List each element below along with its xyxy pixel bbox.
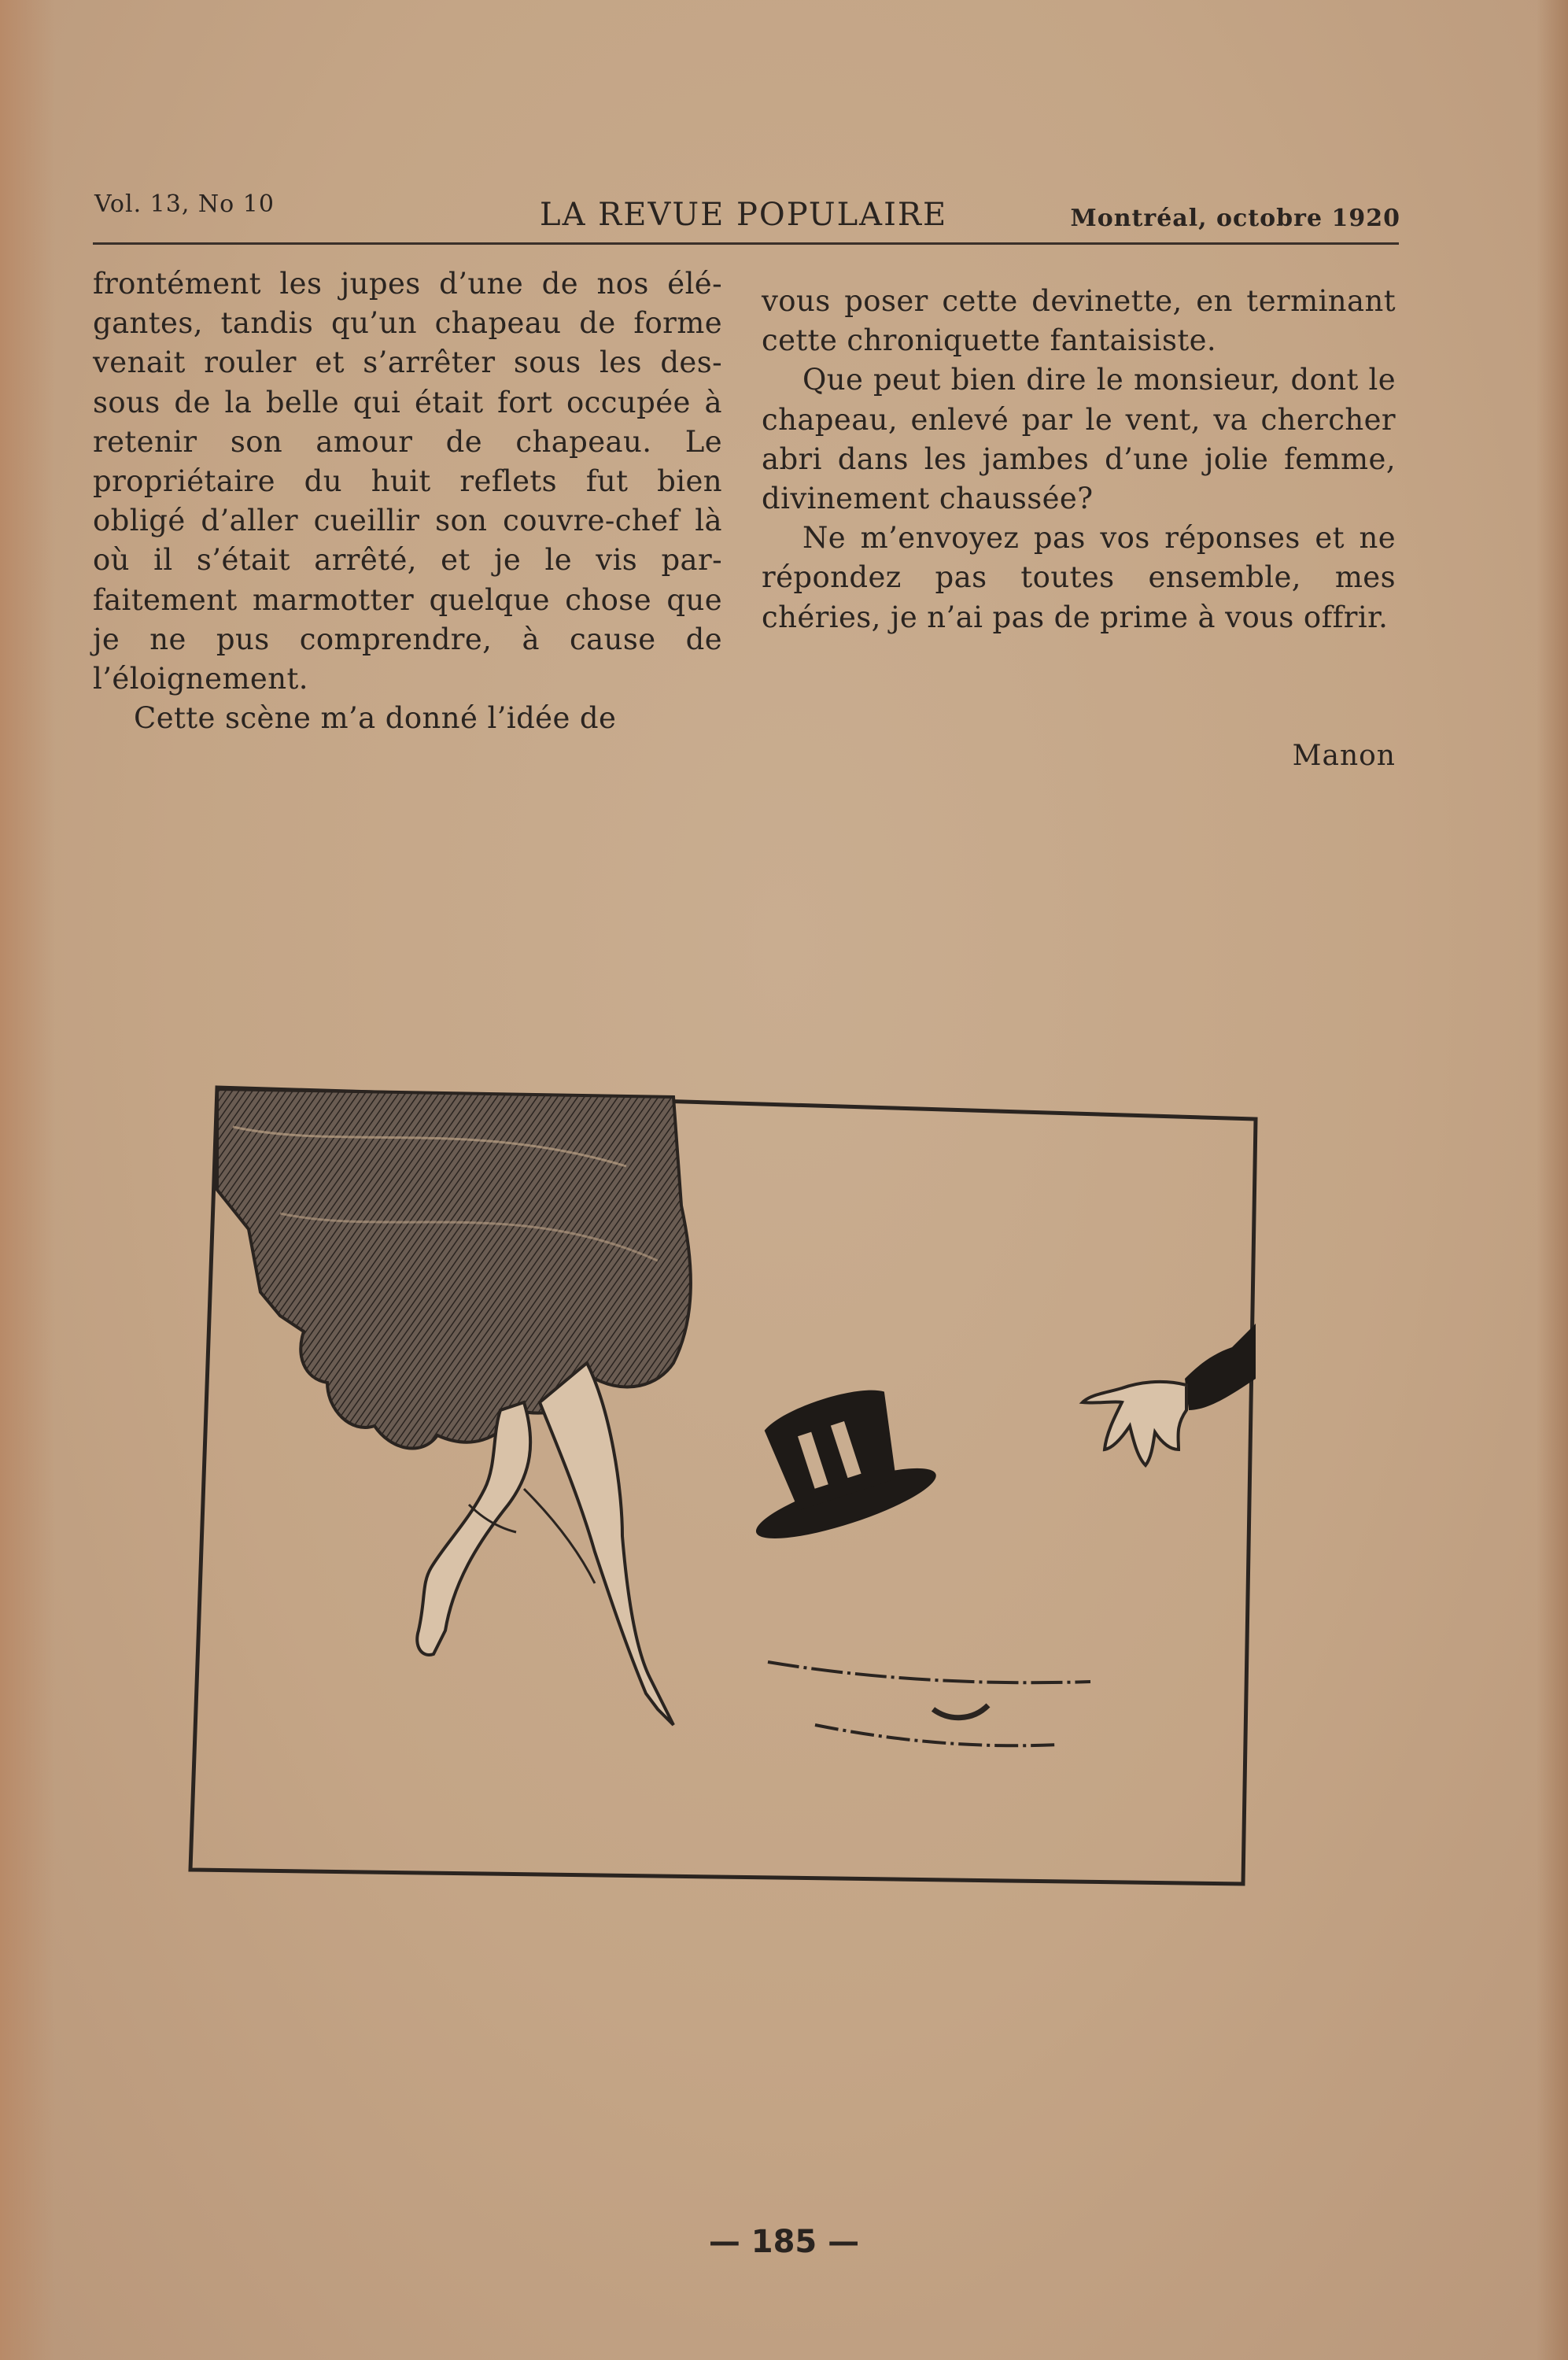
text-line: faitement marmotter quelque chose bbox=[93, 582, 651, 617]
text-line: frontément les jupes d’une de nos élé- bbox=[93, 267, 722, 301]
text-column-right bbox=[762, 282, 1396, 637]
paragraph: Que peut bien dire le monsieur, dont le chapeau, enlevé par le vent, va chercher abri dans les jambes d’une jolie femme, divinement chaussée? bbox=[762, 363, 1396, 516]
text-column-left bbox=[93, 264, 722, 738]
text-line: l’éloignement. bbox=[93, 662, 308, 696]
text-line: propriétaire du huit reflets fut bien bbox=[93, 464, 722, 499]
text-line: obligé d’aller cueillir son couvre-chef bbox=[93, 504, 680, 538]
page-number: — 185 — bbox=[708, 2224, 860, 2260]
illustration bbox=[186, 1080, 1271, 1893]
publication-title: LA REVUE POPULAIRE bbox=[540, 197, 948, 233]
leg-drawing bbox=[540, 1363, 673, 1725]
motion-line bbox=[815, 1725, 1059, 1745]
paragraph: Cette scène m’a donné l’idée de bbox=[134, 701, 617, 736]
text-line: à retenir son amour de chapeau. Le bbox=[93, 385, 722, 459]
motion-line bbox=[768, 1662, 1090, 1682]
running-header bbox=[94, 186, 1400, 241]
paragraph: vous poser cette devinette, en terminant cette chroniquette fantaisiste. bbox=[762, 284, 1396, 358]
text-line: là où il s’était arrêté, et je le vis par- bbox=[93, 504, 722, 578]
header-rule bbox=[93, 242, 1399, 245]
text-line: que je ne pus comprendre, à cause de bbox=[93, 582, 722, 656]
author-signature: Manon bbox=[1292, 740, 1396, 772]
paragraph: Ne m’envoyez pas vos réponses et ne répondez pas toutes ensemble, mes chéries, je n’ai pas de prime à vous offrir. bbox=[762, 521, 1396, 634]
issue-date: Montréal, octobre 1920 bbox=[1070, 205, 1400, 232]
text-line: sous de la belle qui était fort occupée bbox=[93, 385, 691, 419]
paper-edge-left bbox=[0, 0, 55, 2360]
paragraph-continued bbox=[93, 264, 722, 699]
top-hat-drawing bbox=[724, 1373, 943, 1552]
skirt-drawing bbox=[217, 1089, 691, 1449]
mouth-drawing bbox=[933, 1705, 988, 1718]
text-line: gantes, tandis qu’un chapeau de forme bbox=[93, 306, 722, 341]
sleeve-drawing bbox=[1185, 1324, 1256, 1410]
text-line: venait rouler et s’arrêter sous les des- bbox=[93, 345, 722, 380]
paper-edge-right bbox=[1537, 0, 1568, 2360]
hand-drawing bbox=[1083, 1382, 1186, 1465]
volume-number: Vol. 13, No 10 bbox=[94, 190, 275, 218]
